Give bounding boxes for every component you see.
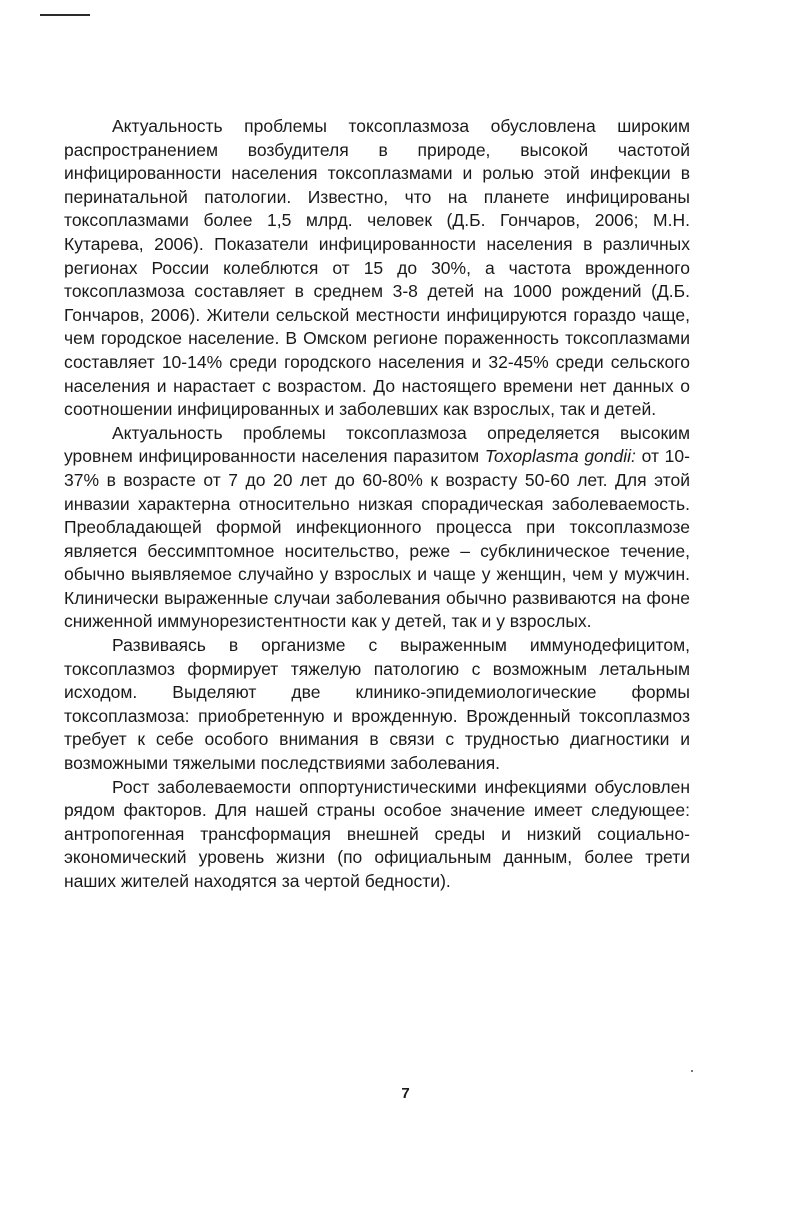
body-text bbox=[64, 115, 690, 894]
paragraph-2-text-start: Актуальность проблемы токсоплазмоза определяется высоким уровнем инфицированности населения паразитом bbox=[64, 422, 690, 467]
scan-speck bbox=[691, 1070, 693, 1072]
paragraph-4: Рост заболеваемости оппортунистическими инфекциями обусловлен рядом факторов. Для нашей страны особое значение имеет следующее: антропогенная трансформация внешней среды и низкий социально-экономический уровень жизни (по официальным данным, более трети наших жителей находятся за чертой бедности). bbox=[64, 776, 690, 891]
paragraph-2 bbox=[64, 422, 690, 634]
paragraph-1: Актуальность проблемы токсоплазмоза обусловлена широким распространением возбудителя в природе, высокой частотой инфицированности населения токсоплазмами и ролью этой инфекции в перинатальной патологии. Известно, что на планете инфицированы токсоплазмами более 1,5 млрд. человек (Д.Б. Гончаров, 2006; М.Н. Кутарева, 2006). Показатели инфицированности населения в различных регионах России колеблются от 15 до 30%, а частота врожденного токсоплазмоза составляет в среднем 3-8 детей на 1000 рождений (Д.Б. Гончаров, 2006). Жители сельской местности инфицируются гораздо чаще, чем городское население. В Омском регионе пораженность токсоплазмами составляет 10-14% среди городского населения и 32-45% среди сельского населения и нарастает с возрастом. До настоящего времени нет данных о соотношении инфицированных и заболевших как взрослых, так и детей. bbox=[64, 116, 690, 420]
paragraph-3: Развиваясь в организме с выраженным иммунодефицитом, токсоплазмоз формирует тяжелую патологию с возможным летальным исходом. Выделяют две клинико-эпидемиологические формы токсоплазмоза: приобретенную и врожденную. Врожденный токсоплазмоз требует к себе особого внимания в связи с трудностью диагностики и возможными тяжелыми последствиями заболевания. bbox=[64, 635, 690, 774]
species-name-italic: Toxoplasma gondii: bbox=[484, 446, 636, 467]
header-rule bbox=[40, 14, 90, 16]
paragraph-2-text-end: от 10-37% в возрасте от 7 до 20 лет до 60-80% к возрасту 50-60 лет. Для этой инвазии характерна относительно низкая спорадическая заболеваемость. Преобладающей формой инфекционного процесса при токсоплазмозе является бессимптомное носительство, реже – субклиническое течение, обычно выявляемое случайно у взрослых и чаще у женщин, чем у мужчин. Клинически выраженные случаи заболевания обычно развиваются на фоне сниженной иммунорезистентности как у детей, так и у взрослых. bbox=[64, 446, 690, 632]
page-number: 7 bbox=[401, 1085, 410, 1102]
